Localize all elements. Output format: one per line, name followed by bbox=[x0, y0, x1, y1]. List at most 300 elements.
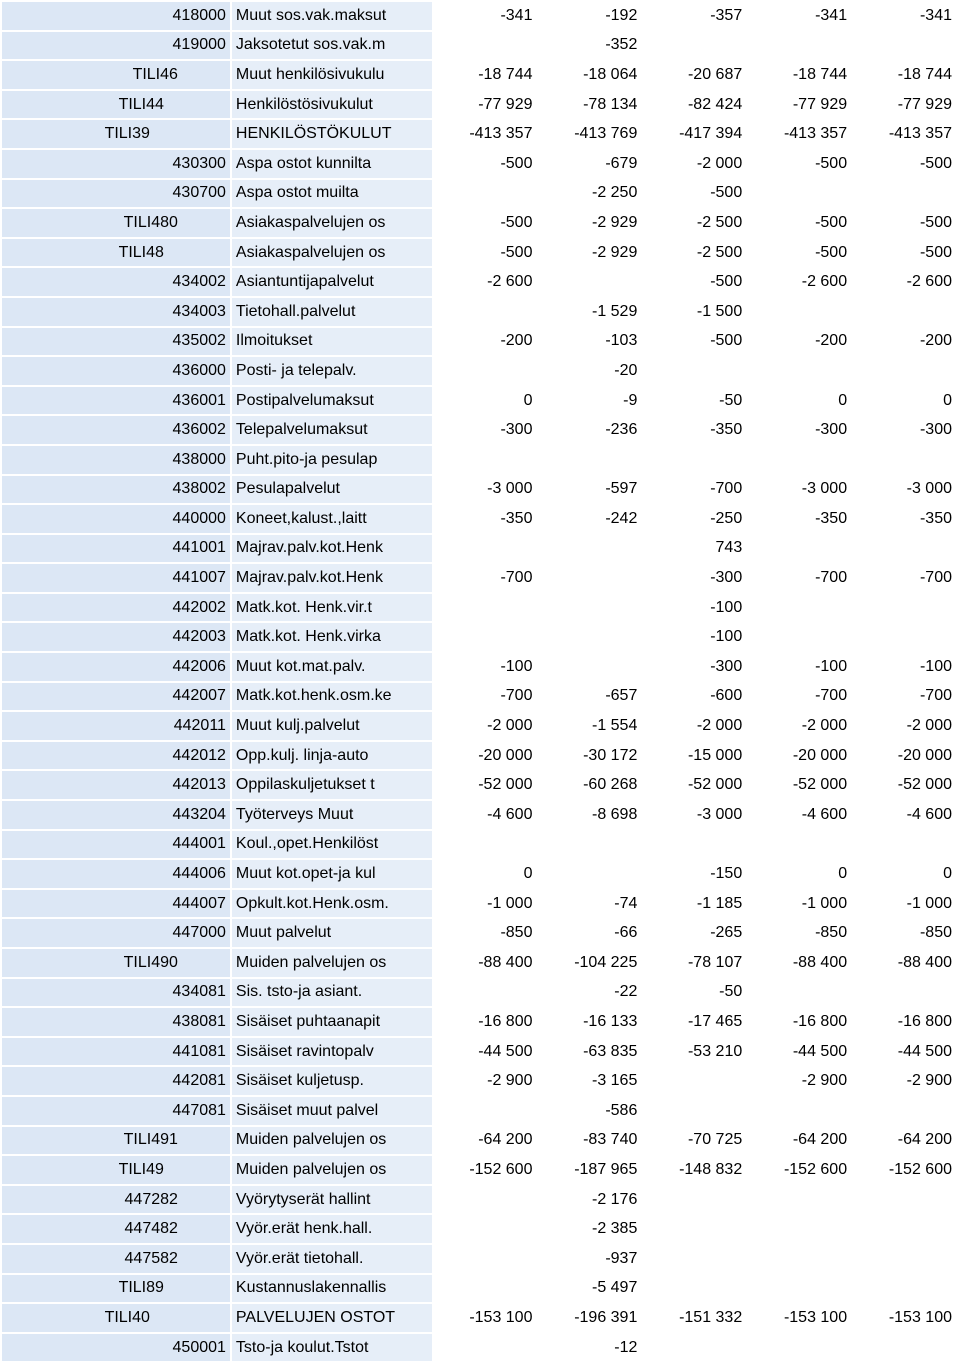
account-code-cell: 436001 bbox=[2, 387, 232, 417]
value-cell-2: -236 bbox=[538, 416, 643, 446]
table-row bbox=[2, 387, 958, 417]
table-row bbox=[2, 1245, 958, 1275]
account-name-cell: Tietohall.palvelut bbox=[232, 298, 434, 328]
account-code-cell: 447582 bbox=[2, 1245, 232, 1275]
value-cell-3 bbox=[643, 1245, 748, 1275]
value-cell-3: -15 000 bbox=[643, 742, 748, 772]
value-cell-4: -700 bbox=[748, 564, 853, 594]
value-cell-2 bbox=[538, 564, 643, 594]
account-code-cell: 434002 bbox=[2, 268, 232, 298]
value-cell-3: -2 500 bbox=[643, 239, 748, 269]
value-cell-3: -53 210 bbox=[643, 1038, 748, 1068]
account-name-cell: Muiden palvelujen os bbox=[232, 949, 434, 979]
value-cell-4: -100 bbox=[748, 653, 853, 683]
value-cell-1: -700 bbox=[434, 683, 539, 713]
value-cell-5: -153 100 bbox=[853, 1304, 958, 1334]
value-cell-2: -2 250 bbox=[538, 180, 643, 210]
value-cell-4: -4 600 bbox=[748, 801, 853, 831]
table-row bbox=[2, 1097, 958, 1127]
account-name-cell: Sisäiset ravintopalv bbox=[232, 1038, 434, 1068]
value-cell-5: -18 744 bbox=[853, 61, 958, 91]
value-cell-4: 0 bbox=[748, 387, 853, 417]
table-row bbox=[2, 683, 958, 713]
table-row bbox=[2, 150, 958, 180]
table-row bbox=[2, 949, 958, 979]
value-cell-3: -17 465 bbox=[643, 1008, 748, 1038]
value-cell-1 bbox=[434, 594, 539, 624]
value-cell-5 bbox=[853, 298, 958, 328]
account-code-cell: 447282 bbox=[2, 1186, 232, 1216]
value-cell-2: -30 172 bbox=[538, 742, 643, 772]
account-code-cell: TILI40 bbox=[2, 1304, 232, 1334]
account-code-cell: 450001 bbox=[2, 1334, 232, 1364]
value-cell-1: -16 800 bbox=[434, 1008, 539, 1038]
value-cell-4 bbox=[748, 1245, 853, 1275]
value-cell-2: -1 529 bbox=[538, 298, 643, 328]
value-cell-5: -4 600 bbox=[853, 801, 958, 831]
value-cell-1: -44 500 bbox=[434, 1038, 539, 1068]
account-code-cell: 441001 bbox=[2, 535, 232, 565]
table-row bbox=[2, 919, 958, 949]
value-cell-1 bbox=[434, 1215, 539, 1245]
value-cell-5 bbox=[853, 831, 958, 861]
value-cell-1: -300 bbox=[434, 416, 539, 446]
value-cell-2: -1 554 bbox=[538, 712, 643, 742]
value-cell-4 bbox=[748, 446, 853, 476]
value-cell-1: -88 400 bbox=[434, 949, 539, 979]
account-name-cell: Sisäiset muut palvel bbox=[232, 1097, 434, 1127]
value-cell-1: -500 bbox=[434, 239, 539, 269]
value-cell-3: -350 bbox=[643, 416, 748, 446]
account-code-cell: 442003 bbox=[2, 623, 232, 653]
value-cell-2 bbox=[538, 623, 643, 653]
account-code-cell: 447081 bbox=[2, 1097, 232, 1127]
value-cell-5 bbox=[853, 1186, 958, 1216]
value-cell-5 bbox=[853, 32, 958, 62]
value-cell-3: -150 bbox=[643, 860, 748, 890]
account-code-cell: 442013 bbox=[2, 771, 232, 801]
value-cell-4: -850 bbox=[748, 919, 853, 949]
account-name-cell: Henkilöstösivukulut bbox=[232, 91, 434, 121]
value-cell-2: -83 740 bbox=[538, 1127, 643, 1157]
value-cell-1: -153 100 bbox=[434, 1304, 539, 1334]
table-row bbox=[2, 594, 958, 624]
account-name-cell: Muiden palvelujen os bbox=[232, 1127, 434, 1157]
account-code-cell: 442006 bbox=[2, 653, 232, 683]
table-row bbox=[2, 298, 958, 328]
account-code-cell: TILI89 bbox=[2, 1275, 232, 1305]
value-cell-4: -341 bbox=[748, 2, 853, 32]
table-row bbox=[2, 268, 958, 298]
value-cell-4: -16 800 bbox=[748, 1008, 853, 1038]
value-cell-1 bbox=[434, 1334, 539, 1364]
value-cell-4 bbox=[748, 979, 853, 1009]
account-name-cell: Tsto-ja koulut.Tstot bbox=[232, 1334, 434, 1364]
value-cell-1 bbox=[434, 446, 539, 476]
table-row bbox=[2, 1186, 958, 1216]
account-name-cell: PALVELUJEN OSTOT bbox=[232, 1304, 434, 1334]
value-cell-1: 0 bbox=[434, 387, 539, 417]
value-cell-3: -100 bbox=[643, 623, 748, 653]
value-cell-2: -3 165 bbox=[538, 1067, 643, 1097]
account-name-cell: Opkult.kot.Henk.osm. bbox=[232, 890, 434, 920]
value-cell-3: -148 832 bbox=[643, 1156, 748, 1186]
value-cell-3: -70 725 bbox=[643, 1127, 748, 1157]
value-cell-4: -20 000 bbox=[748, 742, 853, 772]
account-name-cell: Koneet,kalust.,laitt bbox=[232, 505, 434, 535]
value-cell-5: -88 400 bbox=[853, 949, 958, 979]
value-cell-2: -352 bbox=[538, 32, 643, 62]
table-row bbox=[2, 120, 958, 150]
value-cell-4: -200 bbox=[748, 328, 853, 358]
account-code-cell: TILI46 bbox=[2, 61, 232, 91]
value-cell-2: -9 bbox=[538, 387, 643, 417]
value-cell-3: -300 bbox=[643, 564, 748, 594]
table-row bbox=[2, 860, 958, 890]
account-name-cell: Oppilaskuljetukset t bbox=[232, 771, 434, 801]
account-code-cell: 438081 bbox=[2, 1008, 232, 1038]
value-cell-3: -2 500 bbox=[643, 209, 748, 239]
value-cell-2: -192 bbox=[538, 2, 643, 32]
value-cell-4: -700 bbox=[748, 683, 853, 713]
table-row bbox=[2, 1334, 958, 1364]
value-cell-3: -2 000 bbox=[643, 712, 748, 742]
account-name-cell: Asiakaspalvelujen os bbox=[232, 209, 434, 239]
account-name-cell: Ilmoitukset bbox=[232, 328, 434, 358]
value-cell-4 bbox=[748, 623, 853, 653]
value-cell-4: -44 500 bbox=[748, 1038, 853, 1068]
account-name-cell: Muut kulj.palvelut bbox=[232, 712, 434, 742]
account-name-cell: Aspa ostot muilta bbox=[232, 180, 434, 210]
value-cell-4: -1 000 bbox=[748, 890, 853, 920]
value-cell-4: -500 bbox=[748, 239, 853, 269]
value-cell-3: -2 000 bbox=[643, 150, 748, 180]
value-cell-1: -500 bbox=[434, 209, 539, 239]
table-row bbox=[2, 742, 958, 772]
account-name-cell: Muut sos.vak.maksut bbox=[232, 2, 434, 32]
value-cell-2 bbox=[538, 831, 643, 861]
account-code-cell: 430300 bbox=[2, 150, 232, 180]
account-name-cell: Majrav.palv.kot.Henk bbox=[232, 564, 434, 594]
account-name-cell: Muut palvelut bbox=[232, 919, 434, 949]
value-cell-2: -104 225 bbox=[538, 949, 643, 979]
value-cell-5: -200 bbox=[853, 328, 958, 358]
value-cell-4: -500 bbox=[748, 150, 853, 180]
value-cell-5: -152 600 bbox=[853, 1156, 958, 1186]
account-code-cell: 434081 bbox=[2, 979, 232, 1009]
value-cell-4: -152 600 bbox=[748, 1156, 853, 1186]
value-cell-2: -12 bbox=[538, 1334, 643, 1364]
account-code-cell: TILI44 bbox=[2, 91, 232, 121]
value-cell-5: 0 bbox=[853, 860, 958, 890]
value-cell-4 bbox=[748, 357, 853, 387]
account-name-cell: Jaksotetut sos.vak.m bbox=[232, 32, 434, 62]
value-cell-5 bbox=[853, 1275, 958, 1305]
table-row bbox=[2, 1067, 958, 1097]
value-cell-1: -350 bbox=[434, 505, 539, 535]
account-code-cell: TILI48 bbox=[2, 239, 232, 269]
account-code-cell: TILI490 bbox=[2, 949, 232, 979]
value-cell-1 bbox=[434, 831, 539, 861]
value-cell-5: -850 bbox=[853, 919, 958, 949]
value-cell-1: -2 600 bbox=[434, 268, 539, 298]
value-cell-3: -300 bbox=[643, 653, 748, 683]
value-cell-3 bbox=[643, 1067, 748, 1097]
account-code-cell: 438002 bbox=[2, 476, 232, 506]
value-cell-1 bbox=[434, 1245, 539, 1275]
value-cell-2: -2 176 bbox=[538, 1186, 643, 1216]
value-cell-5: -413 357 bbox=[853, 120, 958, 150]
value-cell-2: -5 497 bbox=[538, 1275, 643, 1305]
value-cell-4 bbox=[748, 1097, 853, 1127]
account-name-cell: Postipalvelumaksut bbox=[232, 387, 434, 417]
value-cell-2: -2 929 bbox=[538, 209, 643, 239]
table-row bbox=[2, 890, 958, 920]
value-cell-1: -18 744 bbox=[434, 61, 539, 91]
value-cell-5 bbox=[853, 180, 958, 210]
value-cell-3 bbox=[643, 1334, 748, 1364]
account-code-cell: 418000 bbox=[2, 2, 232, 32]
value-cell-1 bbox=[434, 1097, 539, 1127]
value-cell-5: -20 000 bbox=[853, 742, 958, 772]
value-cell-1 bbox=[434, 32, 539, 62]
table-row bbox=[2, 535, 958, 565]
value-cell-1: -20 000 bbox=[434, 742, 539, 772]
value-cell-2: -679 bbox=[538, 150, 643, 180]
account-name-cell: Vyör.erät henk.hall. bbox=[232, 1215, 434, 1245]
value-cell-3: -417 394 bbox=[643, 120, 748, 150]
table-row bbox=[2, 209, 958, 239]
value-cell-1: -152 600 bbox=[434, 1156, 539, 1186]
value-cell-5: -52 000 bbox=[853, 771, 958, 801]
account-name-cell: Muut kot.mat.palv. bbox=[232, 653, 434, 683]
account-name-cell: Pesulapalvelut bbox=[232, 476, 434, 506]
value-cell-2: -2 385 bbox=[538, 1215, 643, 1245]
budget-table bbox=[2, 2, 958, 1363]
value-cell-3: -265 bbox=[643, 919, 748, 949]
value-cell-5: -2 900 bbox=[853, 1067, 958, 1097]
value-cell-2: -18 064 bbox=[538, 61, 643, 91]
account-name-cell: Kustannuslakennallis bbox=[232, 1275, 434, 1305]
value-cell-3: -20 687 bbox=[643, 61, 748, 91]
value-cell-4 bbox=[748, 1334, 853, 1364]
value-cell-1: -2 900 bbox=[434, 1067, 539, 1097]
table-row bbox=[2, 476, 958, 506]
value-cell-3: -151 332 bbox=[643, 1304, 748, 1334]
value-cell-3: -500 bbox=[643, 180, 748, 210]
account-name-cell: Asiakaspalvelujen os bbox=[232, 239, 434, 269]
value-cell-1: -3 000 bbox=[434, 476, 539, 506]
value-cell-1: -77 929 bbox=[434, 91, 539, 121]
account-code-cell: TILI480 bbox=[2, 209, 232, 239]
value-cell-2: -597 bbox=[538, 476, 643, 506]
account-name-cell: Sisäiset puhtaanapit bbox=[232, 1008, 434, 1038]
value-cell-2 bbox=[538, 860, 643, 890]
account-name-cell: Muiden palvelujen os bbox=[232, 1156, 434, 1186]
value-cell-1: -1 000 bbox=[434, 890, 539, 920]
value-cell-4 bbox=[748, 1275, 853, 1305]
value-cell-1 bbox=[434, 1186, 539, 1216]
value-cell-5: -77 929 bbox=[853, 91, 958, 121]
value-cell-4: -2 000 bbox=[748, 712, 853, 742]
account-code-cell: TILI491 bbox=[2, 1127, 232, 1157]
value-cell-2: -586 bbox=[538, 1097, 643, 1127]
value-cell-5 bbox=[853, 1334, 958, 1364]
table-row bbox=[2, 1275, 958, 1305]
value-cell-5 bbox=[853, 623, 958, 653]
value-cell-5: -700 bbox=[853, 683, 958, 713]
value-cell-1: -52 000 bbox=[434, 771, 539, 801]
value-cell-4 bbox=[748, 831, 853, 861]
value-cell-4 bbox=[748, 298, 853, 328]
account-name-cell: Opp.kulj. linja-auto bbox=[232, 742, 434, 772]
value-cell-1: -2 000 bbox=[434, 712, 539, 742]
table-row bbox=[2, 801, 958, 831]
account-name-cell: Sisäiset kuljetusp. bbox=[232, 1067, 434, 1097]
value-cell-3 bbox=[643, 446, 748, 476]
value-cell-4 bbox=[748, 594, 853, 624]
value-cell-2: -22 bbox=[538, 979, 643, 1009]
value-cell-2: -2 929 bbox=[538, 239, 643, 269]
value-cell-2: -74 bbox=[538, 890, 643, 920]
value-cell-2: -657 bbox=[538, 683, 643, 713]
value-cell-1 bbox=[434, 180, 539, 210]
account-name-cell: Telepalvelumaksut bbox=[232, 416, 434, 446]
value-cell-3: -100 bbox=[643, 594, 748, 624]
value-cell-2: -413 769 bbox=[538, 120, 643, 150]
account-code-cell: 442007 bbox=[2, 683, 232, 713]
account-name-cell: Puht.pito-ja pesulap bbox=[232, 446, 434, 476]
account-name-cell: Muut kot.opet-ja kul bbox=[232, 860, 434, 890]
value-cell-2: -187 965 bbox=[538, 1156, 643, 1186]
value-cell-3 bbox=[643, 32, 748, 62]
value-cell-4: 0 bbox=[748, 860, 853, 890]
account-code-cell: 443204 bbox=[2, 801, 232, 831]
value-cell-3: -250 bbox=[643, 505, 748, 535]
value-cell-4 bbox=[748, 1186, 853, 1216]
value-cell-5: -300 bbox=[853, 416, 958, 446]
value-cell-1 bbox=[434, 1275, 539, 1305]
account-name-cell: Posti- ja telepalv. bbox=[232, 357, 434, 387]
table-row bbox=[2, 564, 958, 594]
value-cell-1: -341 bbox=[434, 2, 539, 32]
account-name-cell: HENKILÖSTÖKULUT bbox=[232, 120, 434, 150]
account-code-cell: 442011 bbox=[2, 712, 232, 742]
value-cell-1: -850 bbox=[434, 919, 539, 949]
account-name-cell: Koul.,opet.Henkilöst bbox=[232, 831, 434, 861]
value-cell-2 bbox=[538, 268, 643, 298]
account-code-cell: 430700 bbox=[2, 180, 232, 210]
table-row bbox=[2, 357, 958, 387]
value-cell-1: 0 bbox=[434, 860, 539, 890]
account-code-cell: 444006 bbox=[2, 860, 232, 890]
table-row bbox=[2, 239, 958, 269]
value-cell-4: -64 200 bbox=[748, 1127, 853, 1157]
value-cell-1 bbox=[434, 298, 539, 328]
value-cell-3: -500 bbox=[643, 328, 748, 358]
value-cell-1: -413 357 bbox=[434, 120, 539, 150]
value-cell-5 bbox=[853, 357, 958, 387]
table-row bbox=[2, 979, 958, 1009]
account-name-cell: Vyör.erät tietohall. bbox=[232, 1245, 434, 1275]
account-name-cell: Asiantuntijapalvelut bbox=[232, 268, 434, 298]
value-cell-1: -100 bbox=[434, 653, 539, 683]
account-name-cell: Matk.kot.henk.osm.ke bbox=[232, 683, 434, 713]
value-cell-5: -2 600 bbox=[853, 268, 958, 298]
account-name-cell: Aspa ostot kunnilta bbox=[232, 150, 434, 180]
account-code-cell: 442002 bbox=[2, 594, 232, 624]
account-code-cell: 447000 bbox=[2, 919, 232, 949]
table-row bbox=[2, 831, 958, 861]
value-cell-1: -500 bbox=[434, 150, 539, 180]
value-cell-5: -1 000 bbox=[853, 890, 958, 920]
value-cell-2 bbox=[538, 594, 643, 624]
account-code-cell: 444007 bbox=[2, 890, 232, 920]
value-cell-4: -18 744 bbox=[748, 61, 853, 91]
value-cell-4: -2 600 bbox=[748, 268, 853, 298]
value-cell-3 bbox=[643, 1275, 748, 1305]
value-cell-5: -64 200 bbox=[853, 1127, 958, 1157]
value-cell-1: -700 bbox=[434, 564, 539, 594]
value-cell-4: -350 bbox=[748, 505, 853, 535]
value-cell-3: -600 bbox=[643, 683, 748, 713]
value-cell-3: -357 bbox=[643, 2, 748, 32]
value-cell-5: -100 bbox=[853, 653, 958, 683]
value-cell-2: -103 bbox=[538, 328, 643, 358]
value-cell-3: -700 bbox=[643, 476, 748, 506]
value-cell-3: -50 bbox=[643, 387, 748, 417]
value-cell-5 bbox=[853, 1245, 958, 1275]
value-cell-5 bbox=[853, 1097, 958, 1127]
value-cell-5: -16 800 bbox=[853, 1008, 958, 1038]
value-cell-2 bbox=[538, 446, 643, 476]
account-name-cell: Muut henkilösivukulu bbox=[232, 61, 434, 91]
value-cell-5: -500 bbox=[853, 239, 958, 269]
value-cell-2: -16 133 bbox=[538, 1008, 643, 1038]
value-cell-4: -77 929 bbox=[748, 91, 853, 121]
account-code-cell: TILI39 bbox=[2, 120, 232, 150]
value-cell-3 bbox=[643, 357, 748, 387]
value-cell-3 bbox=[643, 1097, 748, 1127]
value-cell-1: -200 bbox=[434, 328, 539, 358]
value-cell-5 bbox=[853, 1215, 958, 1245]
value-cell-4: -52 000 bbox=[748, 771, 853, 801]
value-cell-2: -60 268 bbox=[538, 771, 643, 801]
table-row bbox=[2, 32, 958, 62]
table-row bbox=[2, 1215, 958, 1245]
value-cell-3: -78 107 bbox=[643, 949, 748, 979]
budget-table-body bbox=[2, 2, 958, 1363]
value-cell-3: -1 185 bbox=[643, 890, 748, 920]
value-cell-2: -78 134 bbox=[538, 91, 643, 121]
value-cell-5 bbox=[853, 979, 958, 1009]
table-row bbox=[2, 653, 958, 683]
value-cell-1: -4 600 bbox=[434, 801, 539, 831]
table-row bbox=[2, 1008, 958, 1038]
value-cell-5: -500 bbox=[853, 209, 958, 239]
value-cell-2 bbox=[538, 535, 643, 565]
value-cell-2: -242 bbox=[538, 505, 643, 535]
value-cell-3: -1 500 bbox=[643, 298, 748, 328]
value-cell-5: -500 bbox=[853, 150, 958, 180]
value-cell-5: -341 bbox=[853, 2, 958, 32]
value-cell-4 bbox=[748, 1215, 853, 1245]
value-cell-5: 0 bbox=[853, 387, 958, 417]
account-code-cell: 442081 bbox=[2, 1067, 232, 1097]
account-code-cell: 442012 bbox=[2, 742, 232, 772]
table-row bbox=[2, 1304, 958, 1334]
value-cell-1 bbox=[434, 979, 539, 1009]
